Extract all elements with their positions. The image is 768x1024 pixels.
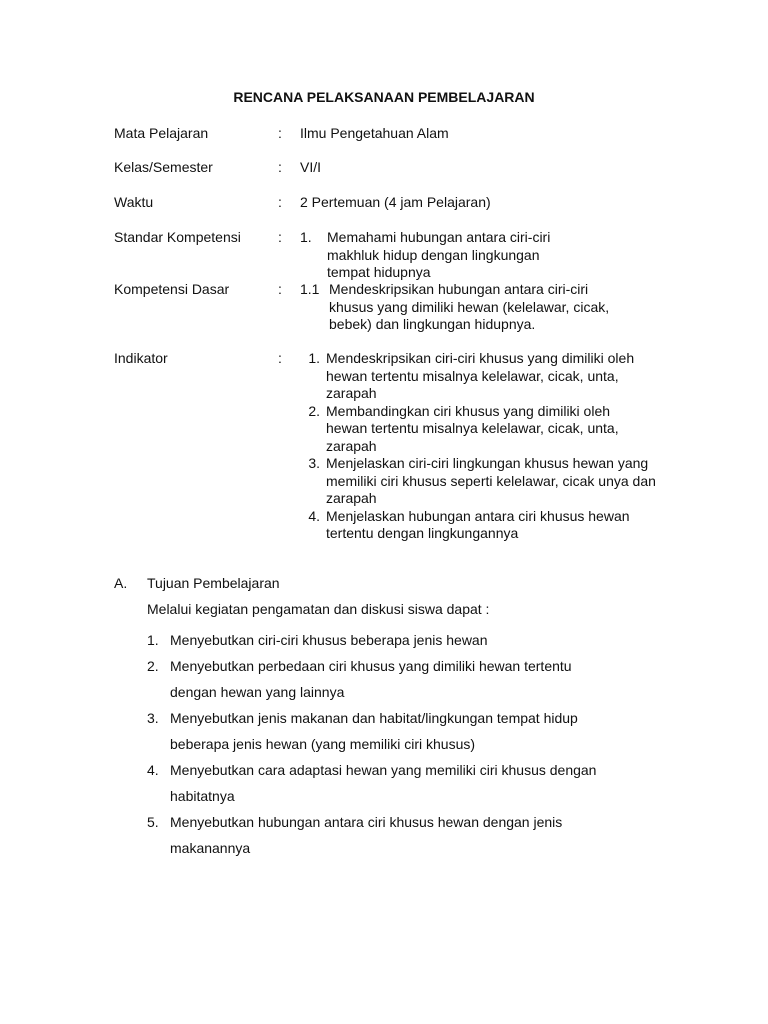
- standar-kompetensi-text: Memahami hubungan antara ciri-ciri makhluk hidup dengan lingkungan tempat hidupnya: [327, 229, 551, 280]
- kompetensi-dasar-number: 1.1: [300, 281, 320, 297]
- tujuan-item: [147, 705, 627, 757]
- indikator-item-number: 4.: [308, 507, 320, 524]
- standar-kompetensi-label: Standar Kompetensi: [114, 229, 241, 245]
- colon: :: [278, 194, 282, 210]
- section-title: Tujuan Pembelajaran: [147, 575, 280, 591]
- tujuan-item-text: Menyebutkan jenis makanan dan habitat/lingkungan tempat hidup beberapa jenis hewan (yang memiliki ciri khusus): [170, 710, 578, 752]
- indikator-item-text: Mendeskripsikan ciri-ciri khusus yang dimiliki oleh hewan tertentu misalnya kelelawar, cicak, unta, zarapah: [326, 350, 635, 401]
- colon: :: [278, 350, 282, 366]
- indikator-item-number: 3.: [308, 455, 320, 471]
- indikator-item-text: Menjelaskan ciri-ciri lingkungan khusus hewan yang memiliki ciri khusus seperti kelelawar, cicak unya dan zarapah: [326, 455, 656, 506]
- tujuan-item: [147, 627, 627, 653]
- colon: :: [278, 281, 282, 297]
- indikator-list: [298, 350, 674, 543]
- kompetensi-dasar-text: Mendeskripsikan hubungan antara ciri-ciri khusus yang dimiliki hewan (kelelawar, cicak, bebek) dan lingkungan hidupnya.: [329, 281, 610, 332]
- indikator-item-number: 2.: [308, 402, 320, 419]
- tujuan-item-number: 2.: [147, 658, 159, 674]
- indikator-label: Indikator: [114, 350, 168, 366]
- indikator-item: [298, 508, 674, 543]
- indikator-item-text: Menjelaskan hubungan antara ciri khusus hewan tertentu dengan lingkungannya: [326, 507, 630, 541]
- indikator-item-text: Membandingkan ciri khusus yang dimiliki oleh hewan tertentu misalnya kelelawar, cicak, unta, zarapah: [326, 402, 619, 454]
- kompetensi-dasar-value: [300, 281, 674, 334]
- tujuan-item-number: 5.: [147, 814, 159, 830]
- tujuan-item-text: Menyebutkan hubungan antara ciri khusus hewan dengan jenis makanannya: [170, 814, 563, 856]
- colon: :: [278, 125, 282, 141]
- kompetensi-dasar-label: Kompetensi Dasar: [114, 281, 230, 297]
- tujuan-item-number: 4.: [147, 762, 159, 778]
- colon: :: [278, 159, 282, 175]
- tujuan-list: [147, 627, 627, 861]
- standar-kompetensi-number: 1.: [300, 229, 312, 245]
- section-intro: Melalui kegiatan pengamatan dan diskusi siswa dapat :: [147, 601, 490, 617]
- mata-pelajaran-value: Ilmu Pengetahuan Alam: [300, 125, 449, 141]
- kelas-semester-label: Kelas/Semester: [114, 159, 213, 175]
- tujuan-item-number: 3.: [147, 710, 159, 726]
- colon: :: [278, 229, 282, 245]
- waktu-value: 2 Pertemuan (4 jam Pelajaran): [300, 194, 491, 210]
- kelas-semester-value: VI/I: [300, 159, 322, 175]
- tujuan-item-number: 1.: [147, 632, 159, 648]
- tujuan-item: [147, 757, 627, 809]
- tujuan-item-text: Menyebutkan ciri-ciri khusus beberapa jenis hewan: [170, 632, 488, 648]
- indikator-item: [298, 455, 674, 508]
- tujuan-item-text: Menyebutkan perbedaan ciri khusus yang dimiliki hewan tertentu dengan hewan yang lainnya: [170, 658, 572, 700]
- document-title: RENCANA PELAKSANAAN PEMBELAJARAN: [233, 89, 535, 105]
- tujuan-item: [147, 809, 627, 861]
- tujuan-item-text: Menyebutkan cara adaptasi hewan yang memiliki ciri khusus dengan habitatnya: [170, 762, 597, 804]
- indikator-item-number: 1.: [308, 350, 320, 366]
- waktu-label: Waktu: [114, 194, 154, 210]
- section-letter: A.: [114, 575, 128, 591]
- tujuan-item: [147, 653, 627, 705]
- indikator-item: [298, 350, 674, 403]
- standar-kompetensi-value: [300, 229, 674, 282]
- indikator-item: [298, 403, 674, 456]
- mata-pelajaran-label: Mata Pelajaran: [114, 125, 209, 141]
